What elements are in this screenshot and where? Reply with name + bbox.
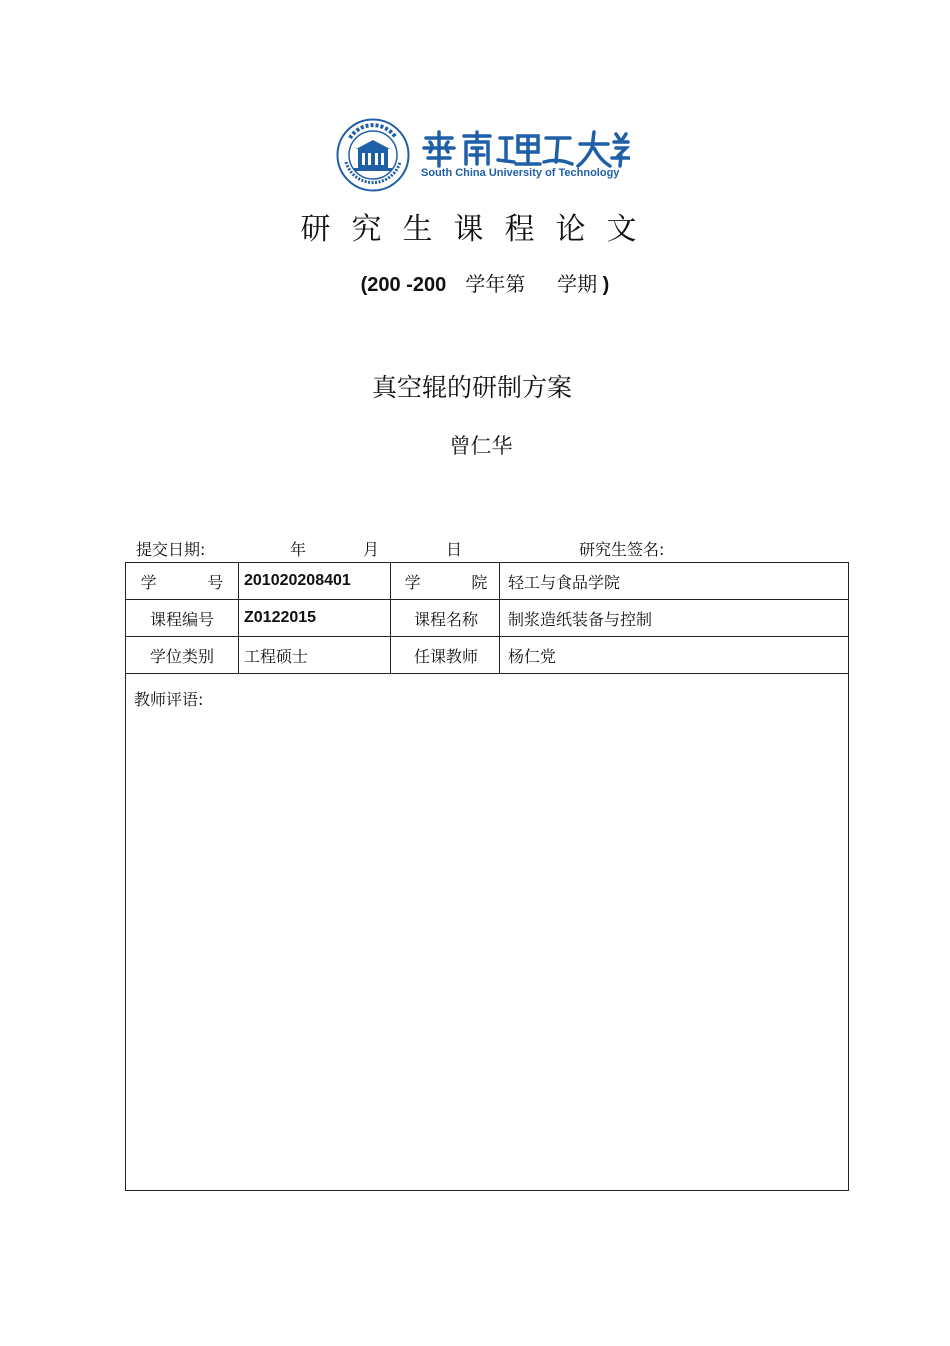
label-course-name: 课程名称 <box>413 609 478 629</box>
value-student-id: 201020208401 <box>244 572 351 589</box>
value-course-code: Z0122015 <box>244 609 317 626</box>
document-title: 研究生课程论文 <box>300 212 658 247</box>
term-middle: 学年第 学期 <box>446 272 598 296</box>
teacher-comment-label: 教师评语: <box>134 690 204 709</box>
student-info-table <box>125 562 849 1191</box>
submit-year: 年 <box>290 540 307 559</box>
value-course-name: 制浆造纸装备与控制 <box>508 609 653 629</box>
academic-term <box>0 268 950 297</box>
value-instructor: 杨仁党 <box>508 646 557 666</box>
term-close: ) <box>597 274 610 296</box>
label-college: 学 院 <box>404 572 488 592</box>
table-row <box>126 600 848 637</box>
table-row <box>126 563 848 600</box>
university-name-cn <box>420 130 630 168</box>
value-degree-type: 工程硕士 <box>244 646 309 666</box>
label-student-id: 学 号 <box>140 572 224 592</box>
table-row <box>126 637 848 674</box>
label-course-code: 课程编号 <box>149 609 214 629</box>
label-instructor: 任课教师 <box>413 646 478 666</box>
signature-label: 研究生签名: <box>579 540 665 559</box>
submit-month: 月 <box>363 540 380 559</box>
submit-date-label: 提交日期: <box>136 540 206 559</box>
submit-day: 日 <box>446 540 463 559</box>
calligraphy-logotype-icon <box>420 130 630 168</box>
paper-title: 真空辊的研制方案 <box>371 373 572 402</box>
university-seal-icon <box>336 118 410 192</box>
term-years: (200 -200 <box>360 274 447 296</box>
value-college: 轻工与食品学院 <box>508 572 621 592</box>
label-degree-type: 学位类别 <box>149 646 214 666</box>
author-name: 曾仁华 <box>449 434 513 458</box>
submission-info <box>0 537 950 561</box>
university-name-en: South China University of Technology <box>421 167 620 179</box>
